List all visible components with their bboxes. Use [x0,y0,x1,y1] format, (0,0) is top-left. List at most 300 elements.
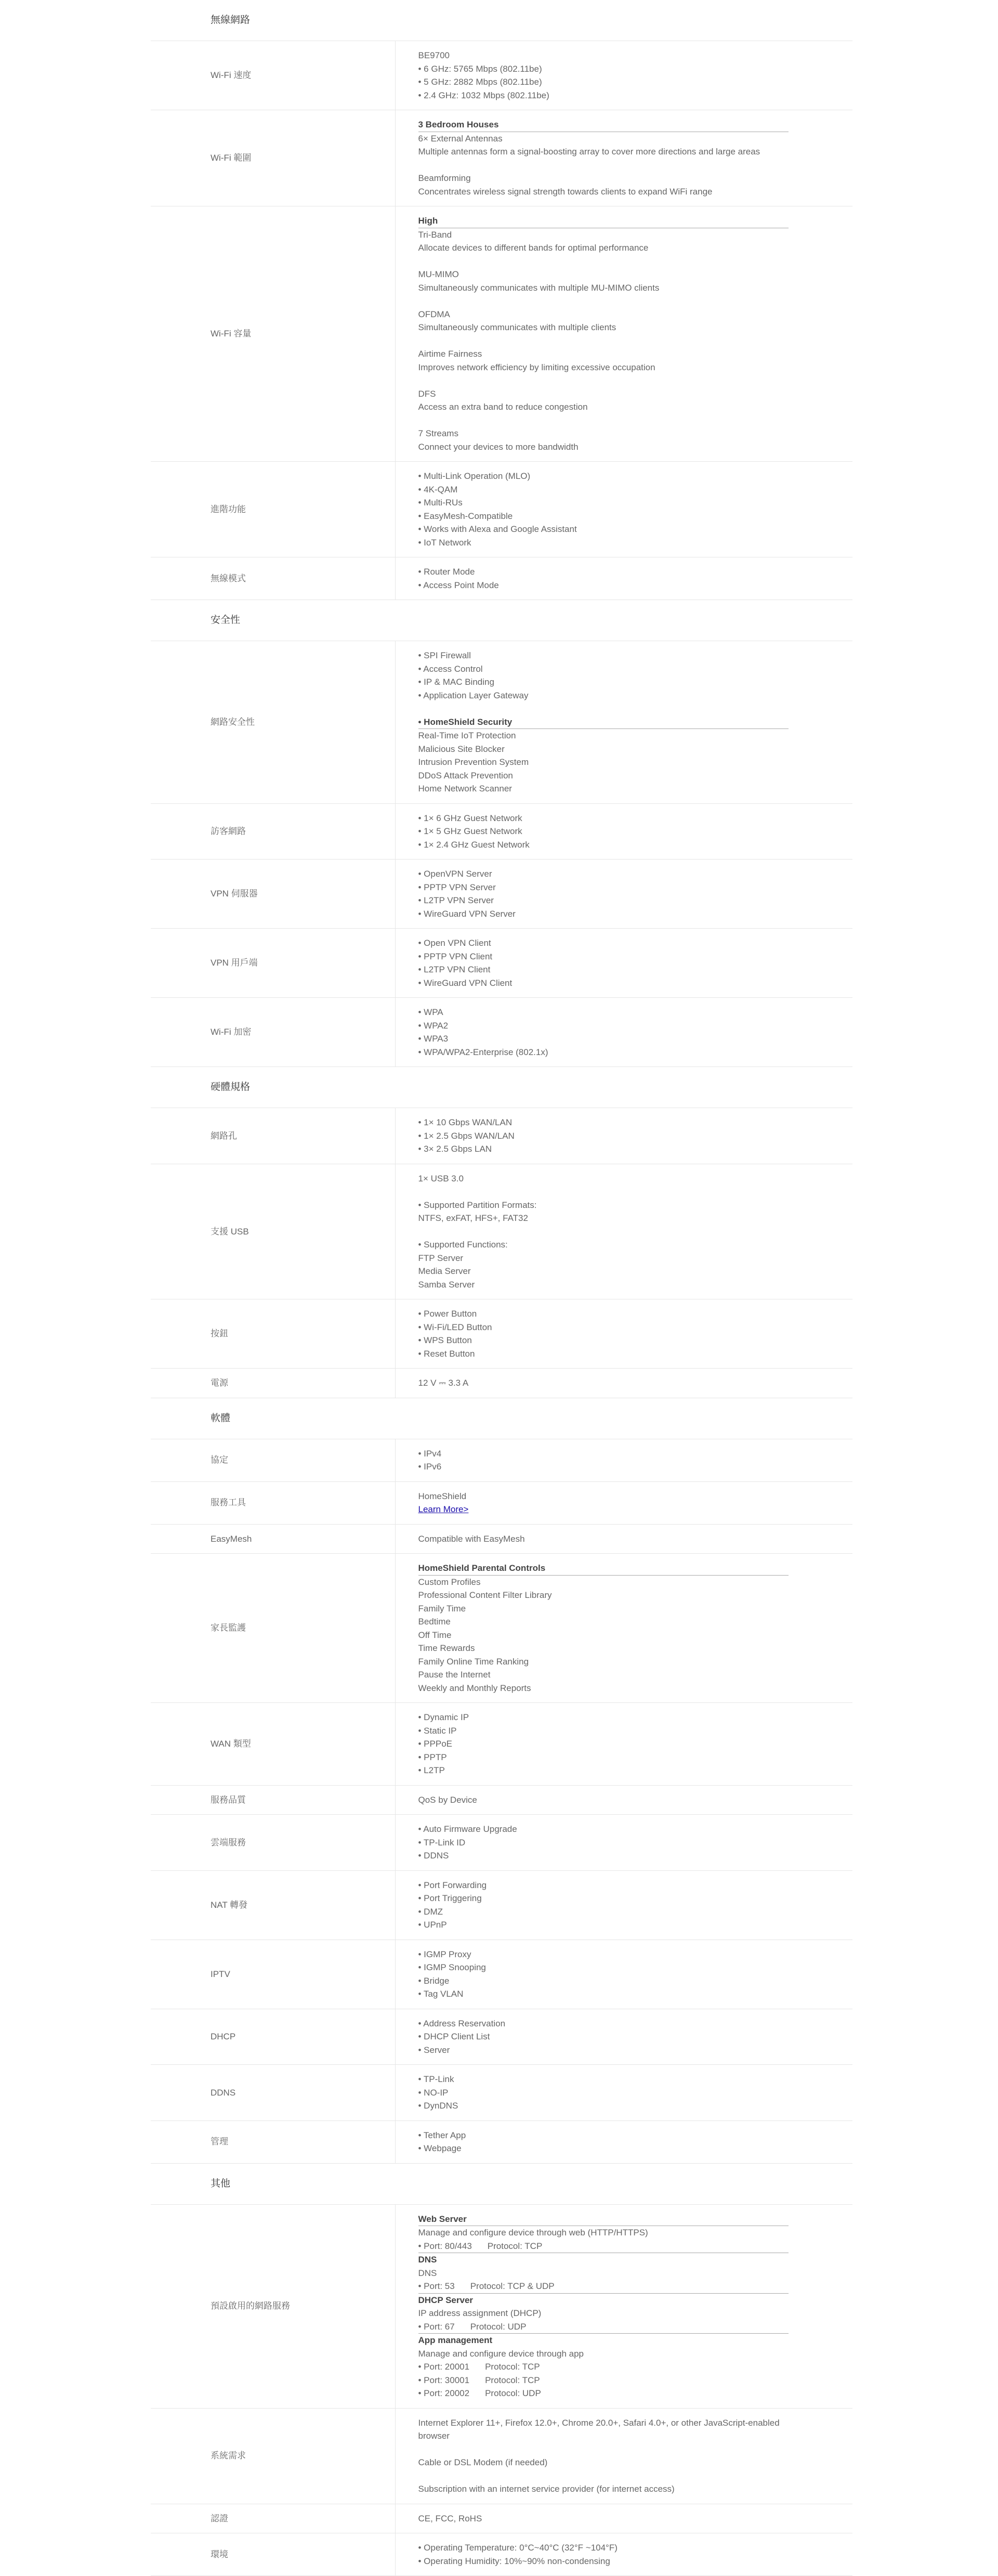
spec-container [151,0,852,2576]
spec-line [418,387,853,401]
spec-text: • Access Point Mode [418,580,499,590]
spec-line [418,2555,853,2568]
spec-text: Off Time [418,1630,452,1640]
spec-line [418,689,853,702]
spec-row [151,1108,852,1164]
spec-value [395,1524,852,1554]
spec-heading [418,118,789,132]
spec-heading [418,2253,853,2267]
spec-row [151,557,852,600]
spec-text: • DynDNS [418,2101,458,2111]
spec-value [395,206,852,462]
spec-table [151,41,852,600]
spec-text: • Works with Alexa and Google Assistant [418,524,577,534]
spec-value [395,1785,852,1815]
spec-text: • Server [418,2045,450,2055]
spec-text: Pause the Internet [418,1670,491,1680]
spec-text: DHCP Server [418,2295,474,2305]
spec-line [418,977,853,990]
spec-value [395,2504,852,2533]
spec-text: 12 V ⎓ 3.3 A [418,1378,469,1388]
spec-label: 支援 USB [151,1164,395,1299]
spec-line [418,2347,853,2361]
spec-value [395,860,852,929]
spec-text: • 1× 5 GHz Guest Network [418,826,522,836]
spec-text: • 1× 2.4 GHz Guest Network [418,840,530,850]
spec-line [418,894,853,907]
spec-line [418,281,853,295]
spec-line [418,1376,853,1390]
spec-label: 網路安全性 [151,641,395,804]
spec-label: 訪客網路 [151,803,395,860]
spec-label: 家長監護 [151,1554,395,1703]
spec-text: • Port Forwarding [418,1880,487,1890]
spec-value [395,1703,852,1786]
spec-text: FTP Server [418,1253,464,1263]
spec-text: • Port: 53 [418,2281,455,2291]
spec-label: 認證 [151,2504,395,2533]
spec-text: • 1× 6 GHz Guest Network [418,813,522,823]
spec-value [395,41,852,110]
spec-line [418,49,853,62]
spec-text: Improves network efficiency by limiting excessive occupation [418,362,655,372]
spec-text: • WPA2 [418,1021,449,1031]
spec-label: WAN 類型 [151,1703,395,1786]
spec-row [151,2408,852,2504]
spec-text: MU-MIMO [418,269,459,279]
spec-row [151,860,852,929]
spec-text: • OpenVPN Server [418,869,492,879]
spec-line [418,241,853,255]
spec-line [418,1918,853,1932]
spec-line [418,1879,853,1892]
spec-line [418,1490,853,1503]
spec-text: • TP-Link ID [418,1838,466,1848]
spec-text: 6× External Antennas [418,134,503,144]
spec-text: • NO-IP [418,2088,449,2098]
spec-text: • Static IP [418,1726,457,1736]
spec-line [418,145,853,159]
spec-text: • WPA3 [418,1034,449,1044]
spec-label: 環境 [151,2533,395,2576]
spec-table [151,641,852,1067]
spec-label: EasyMesh [151,1524,395,1554]
spec-row [151,1299,852,1369]
spec-text: • 1× 2.5 Gbps WAN/LAN [418,1131,515,1141]
spec-text: Intrusion Prevention System [418,757,529,767]
spec-text: • DMZ [418,1907,443,1917]
spec-line [418,2443,853,2456]
spec-value [395,1870,852,1940]
spec-line [418,1185,853,1199]
spec-line [418,536,853,550]
spec-row [151,1439,852,1481]
spec-line [418,1129,853,1143]
spec-text: • WireGuard VPN Server [418,909,516,919]
spec-line [418,89,853,102]
spec-line [418,702,853,715]
spec-line [418,2030,853,2044]
spec-value [395,929,852,998]
spec-line [418,2482,853,2496]
spec-text: • DHCP Client List [418,2032,490,2041]
spec-line [418,2429,853,2443]
spec-text: • Dynamic IP [418,1712,469,1722]
spec-text: Subscription with an internet service provider (for internet access) [418,2484,675,2494]
section-title: 其他 [151,2164,852,2204]
spec-text: • PPTP VPN Server [418,882,496,892]
spec-text: • L2TP [418,1765,445,1775]
spec-table [151,1439,852,2164]
spec-text: • Access Control [418,664,483,674]
spec-line [418,374,853,387]
spec-line [418,825,853,838]
spec-text: BE9700 [418,50,450,60]
spec-line [418,1849,853,1863]
spec-line [418,255,853,268]
spec-line [418,1655,853,1669]
spec-text: • Multi-Link Operation (MLO) [418,471,531,481]
spec-text: Concentrates wireless signal strength towards clients to expand WiFi range [418,187,713,197]
spec-line [418,1711,853,1724]
spec-line [418,172,853,185]
spec-row [151,2204,852,2408]
spec-text: Airtime Fairness [418,349,482,359]
spec-line [418,1334,853,1347]
spec-line [418,812,853,825]
spec-line [418,2099,853,2113]
spec-value [395,1554,852,1703]
spec-row [151,1164,852,1299]
spec-text: • Reset Button [418,1349,475,1359]
spec-row [151,1369,852,1398]
spec-label: DDNS [151,2065,395,2121]
spec-line [418,881,853,894]
spec-text: OFDMA [418,309,450,319]
spec-line [418,400,853,414]
spec-value [395,1481,852,1524]
spec-row [151,110,852,206]
spec-label: 無線模式 [151,557,395,600]
spec-line [418,228,853,242]
spec-text: • Power Button [418,1309,477,1319]
spec-heading [418,1562,789,1576]
spec-line [418,1961,853,1974]
spec-line [418,2280,789,2294]
spec-text: • 6 GHz: 5765 Mbps (802.11be) [418,64,542,74]
spec-value [395,110,852,206]
spec-text: • TP-Link [418,2074,454,2084]
spec-text: • 4K-QAM [418,485,458,495]
spec-line [418,1668,853,1682]
spec-text: Custom Profiles [418,1577,481,1587]
spec-text: • Supported Partition Formats: [418,1200,537,1210]
spec-label: 雲端服務 [151,1815,395,1871]
spec-row [151,41,852,110]
spec-line [418,1172,853,1186]
spec-label: 服務工具 [151,1481,395,1524]
spec-text: • L2TP VPN Client [418,965,491,974]
spec-text: QoS by Device [418,1795,477,1805]
spec-line [418,729,853,743]
spec-line [418,1212,853,1225]
spec-row [151,1785,852,1815]
spec-text: HomeShield Parental Controls [418,1563,546,1573]
spec-line [418,936,853,950]
spec-text: • WPS Button [418,1335,472,1345]
spec-label: 服務品質 [151,1785,395,1815]
spec-text: • PPPoE [418,1739,453,1749]
spec-label: VPN 伺服器 [151,860,395,929]
spec-label: 按鈕 [151,1299,395,1369]
spec-label: VPN 用戶端 [151,929,395,998]
spec-heading [418,2294,853,2307]
spec-label: 管理 [151,2120,395,2163]
spec-text: Real-Time IoT Protection [418,731,516,740]
spec-line [418,579,853,592]
spec-line [418,2541,853,2555]
spec-text: • IGMP Proxy [418,1949,471,1959]
spec-row [151,1554,852,1703]
spec-line [418,334,853,348]
spec-label: 進階功能 [151,462,395,557]
spec-text: • EasyMesh-Compatible [418,511,513,521]
spec-text: Allocate devices to different bands for optimal performance [418,243,649,253]
spec-line [418,2017,853,2031]
spec-line [418,1006,853,1019]
spec-line [418,2129,853,2142]
spec-text: DNS [418,2255,437,2265]
spec-line [418,2374,853,2387]
spec-text: • L2TP VPN Server [418,895,494,905]
spec-value [395,557,852,600]
spec-text: • Open VPN Client [418,938,491,948]
spec-text: • 3× 2.5 Gbps LAN [418,1144,492,1154]
protocol-text: Protocol: TCP & UDP [470,2281,555,2291]
spec-line [418,2086,853,2100]
spec-row [151,641,852,804]
spec-line [418,1764,853,1777]
spec-line [418,132,853,146]
spec-text: Malicious Site Blocker [418,744,505,754]
spec-text: • Webpage [418,2143,462,2153]
spec-text: HomeShield [418,1491,467,1501]
spec-text: • Port: 80/443 [418,2241,472,2251]
spec-text: • Application Layer Gateway [418,691,529,700]
spec-text: Multiple antennas form a signal-boosting array to cover more directions and large areas [418,147,760,157]
spec-line [418,1793,853,1807]
spec-text: • Router Mode [418,567,475,577]
spec-row [151,2504,852,2533]
spec-line [418,510,853,523]
spec-line [418,2469,853,2483]
spec-line [418,294,853,308]
spec-value [395,2204,852,2408]
spec-value [395,2533,852,2576]
spec-text: • Port: 30001 [418,2375,470,2385]
spec-row [151,2533,852,2576]
spec-line [418,1252,853,1265]
spec-text: Simultaneously communicates with multiple MU-MIMO clients [418,283,660,293]
spec-row [151,206,852,462]
spec-line [418,1589,853,1602]
spec-value [395,462,852,557]
spec-text[interactable]: Learn More> [418,1504,469,1514]
spec-text: Bedtime [418,1617,451,1627]
protocol-text: Protocol: UDP [470,2322,527,2332]
spec-text: Family Online Time Ranking [418,1657,529,1667]
spec-label: DHCP [151,2009,395,2065]
spec-value [395,1439,852,1481]
spec-line [418,1724,853,1738]
spec-value [395,1108,852,1164]
spec-label: 電源 [151,1369,395,1398]
protocol-text: Protocol: TCP [485,2375,540,2385]
spec-text: • WPA/WPA2-Enterprise (802.1x) [418,1047,548,1057]
spec-text: • Operating Temperature: 0°C~40°C (32°F ~104°F) [418,2543,618,2553]
spec-line [418,2416,853,2430]
spec-label: 系統需求 [151,2408,395,2504]
spec-text: • PPTP [418,1752,447,1762]
spec-label: IPTV [151,1940,395,2009]
spec-text: NTFS, exFAT, HFS+, FAT32 [418,1213,528,1223]
spec-value [395,803,852,860]
spec-heading [418,214,789,228]
spec-line [418,496,853,510]
spec-line [418,523,853,536]
spec-text: Internet Explorer 11+, Firefox 12.0+, Chrome 20.0+, Safari 4.0+, or other JavaScript-enabled [418,2418,780,2428]
spec-text: 7 Streams [418,428,458,438]
spec-text: • IPv4 [418,1449,442,1459]
spec-row [151,2120,852,2163]
spec-line [418,2073,853,2086]
spec-text: CE, FCC, RoHS [418,2514,482,2523]
spec-text: Simultaneously communicates with multiple clients [418,322,616,332]
spec-text: • Port: 67 [418,2322,455,2332]
section-title: 安全性 [151,600,852,641]
spec-line [418,2267,853,2280]
spec-line [418,1892,853,1905]
spec-text: • WireGuard VPN Client [418,978,513,988]
spec-row [151,1703,852,1786]
spec-text: App management [418,2335,493,2345]
spec-row [151,462,852,557]
spec-line [418,2240,789,2254]
spec-value [395,2408,852,2504]
spec-line [418,1199,853,1212]
spec-text: • Port Triggering [418,1893,482,1903]
spec-text: Family Time [418,1604,466,1614]
spec-row [151,1481,852,1524]
spec-label: Wi-Fi 加密 [151,998,395,1067]
spec-line [418,1116,853,1129]
spec-row [151,998,852,1067]
spec-heading [418,2334,853,2347]
spec-line [418,649,853,662]
spec-text: • IoT Network [418,538,471,548]
spec-line [418,1948,853,1961]
spec-line [418,414,853,427]
spec-label: Wi-Fi 容量 [151,206,395,462]
spec-line [418,1737,853,1751]
learn-more-link[interactable] [418,1503,853,1516]
spec-line [418,769,853,783]
spec-text: DDoS Attack Prevention [418,771,513,780]
spec-value [395,1299,852,1369]
spec-line [418,1460,853,1474]
spec-line [418,321,853,334]
spec-line [418,1142,853,1156]
spec-line [418,427,853,440]
spec-line [418,662,853,676]
spec-value [395,2120,852,2163]
spec-text: • IPv6 [418,1462,442,1472]
spec-line [418,838,853,852]
spec-line [418,867,853,881]
spec-line [418,2142,853,2155]
spec-line [418,565,853,579]
section-title: 硬體規格 [151,1067,852,1108]
spec-line [418,483,853,497]
spec-value [395,2009,852,2065]
spec-text: Manage and configure device through app [418,2349,584,2359]
spec-label: NAT 轉發 [151,1870,395,1940]
spec-text: Access an extra band to reduce congestion [418,402,588,412]
spec-text: Weekly and Monthly Reports [418,1683,531,1693]
spec-line [418,308,853,321]
spec-line [418,2456,853,2469]
spec-row [151,1815,852,1871]
spec-line [418,1905,853,1919]
spec-text: IP address assignment (DHCP) [418,2308,542,2318]
spec-line [418,950,853,964]
spec-text: • Operating Humidity: 10%~90% non-condensing [418,2556,610,2566]
protocol-text: Protocol: TCP [488,2241,543,2251]
protocol-text: Protocol: UDP [485,2388,541,2398]
spec-line [418,1642,853,1655]
spec-text: DNS [418,2268,437,2278]
spec-line [418,2307,853,2320]
spec-table [151,1108,852,1398]
spec-line [418,470,853,483]
spec-line [418,440,853,454]
spec-value [395,641,852,804]
spec-line [418,1974,853,1988]
spec-line [418,268,853,281]
spec-text: Media Server [418,1266,471,1276]
spec-line [418,1615,853,1629]
spec-text: • Supported Functions: [418,1240,508,1250]
spec-text: 1× USB 3.0 [418,1174,464,1183]
spec-line [418,1823,853,1836]
spec-text: browser [418,2431,450,2441]
spec-line [418,907,853,921]
spec-text: • Bridge [418,1976,450,1986]
spec-row [151,1870,852,1940]
spec-value [395,2065,852,2121]
spec-text: Compatible with EasyMesh [418,1534,525,1544]
spec-text: • 2.4 GHz: 1032 Mbps (802.11be) [418,90,549,100]
spec-line [418,159,853,172]
spec-line [418,1278,853,1292]
spec-line [418,347,853,361]
spec-line [418,75,853,89]
spec-label: 預設啟用的網路服務 [151,2204,395,2408]
spec-line [418,185,853,199]
spec-label: 網路孔 [151,1108,395,1164]
spec-line [418,756,853,769]
spec-text: Tri-Band [418,230,452,240]
